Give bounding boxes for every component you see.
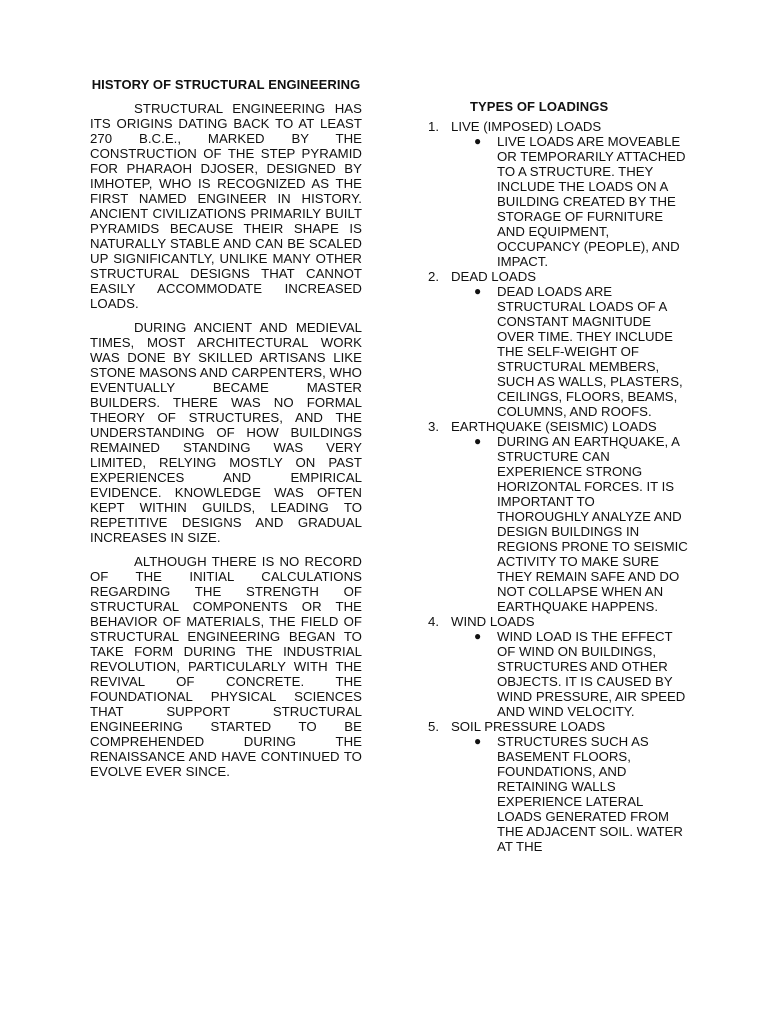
load-item-soil-pressure: [428, 719, 688, 854]
bullet-icon: ●: [474, 629, 482, 643]
load-name: WIND LOADS: [451, 614, 535, 629]
load-description: STRUCTURES SUCH AS BASEMENT FLOORS, FOUNDATIONS, AND RETAINING WALLS EXPERIENCE LATERAL LOADS GENERATED FROM THE ADJACENT SOIL. WATER AT THE: [497, 734, 683, 854]
load-number: 3.: [428, 419, 439, 434]
load-bullet: [428, 434, 688, 614]
load-item-dead: [428, 269, 688, 419]
bullet-icon: ●: [474, 134, 482, 148]
load-number: 4.: [428, 614, 439, 629]
load-description: LIVE LOADS ARE MOVEABLE OR TEMPORARILY ATTACHED TO A STRUCTURE. THEY INCLUDE THE LOADS ON A BUILDING CREATED BY THE STORAGE OF FURNITURE AND EQUIPMENT, OCCUPANCY (PEOPLE), AND IMPACT.: [497, 134, 686, 269]
history-paragraph-2: DURING ANCIENT AND MEDIEVAL TIMES, MOST ARCHITECTURAL WORK WAS DONE BY SKILLED ARTISANS LIKE STONE MASONS AND CARPENTERS, WHO EVENTUALLY BECAME MASTER BUILDERS. THERE WAS NO FORMAL THEORY OF STRUCTURES, AND THE UNDERSTANDING OF HOW BUILDINGS REMAINED STANDING WAS VERY LIMITED, RELYING MOSTLY ON PAST EXPERIENCES AND EMPIRICAL EVIDENCE. KNOWLEDGE WAS OFTEN KEPT WITHIN GUILDS, LEADING TO REPETITIVE DESIGNS AND GRADUAL INCREASES IN SIZE.: [90, 320, 362, 545]
load-description: DEAD LOADS ARE STRUCTURAL LOADS OF A CONSTANT MAGNITUDE OVER TIME. THEY INCLUDE THE SELF-WEIGHT OF STRUCTURAL MEMBERS, SUCH AS WALLS, PLASTERS, CEILINGS, FLOORS, BEAMS, COLUMNS, AND ROOFS.: [497, 284, 683, 419]
load-description: DURING AN EARTHQUAKE, A STRUCTURE CAN EXPERIENCE STRONG HORIZONTAL FORCES. IT IS IMPORTANT TO THOROUGHLY ANALYZE AND DESIGN BUILDINGS IN REGIONS PRONE TO SEISMIC ACTIVITY TO MAKE SURE THEY REMAIN SAFE AND DO NOT COLLAPSE WHEN AN EARTHQUAKE HAPPENS.: [497, 434, 688, 614]
load-number: 2.: [428, 269, 439, 284]
load-name: LIVE (IMPOSED) LOADS: [451, 119, 602, 134]
load-item-live: [428, 119, 688, 269]
history-paragraph-3: ALTHOUGH THERE IS NO RECORD OF THE INITIAL CALCULATIONS REGARDING THE STRENGTH OF STRUCTURAL COMPONENTS OR THE BEHAVIOR OF MATERIALS, THE FIELD OF STRUCTURAL ENGINEERING BEGAN TO TAKE FORM DURING THE INDUSTRIAL REVOLUTION, PARTICULARLY WITH THE REVIVAL OF CONCRETE. THE FOUNDATIONAL PHYSICAL SCIENCES THAT SUPPORT STRUCTURAL ENGINEERING STARTED TO BE COMPREHENDED DURING THE RENAISSANCE AND HAVE CONTINUED TO EVOLVE EVER SINCE.: [90, 554, 362, 779]
history-paragraph-1: STRUCTURAL ENGINEERING HAS ITS ORIGINS DATING BACK TO AT LEAST 270 B.C.E., MARKED BY THE CONSTRUCTION OF THE STEP PYRAMID FOR PHARAOH DJOSER, DESIGNED BY IMHOTEP, WHO IS RECOGNIZED AS THE FIRST NAMED ENGINEER IN HISTORY. ANCIENT CIVILIZATIONS PRIMARILY BUILT PYRAMIDS BECAUSE THEIR SHAPE IS NATURALLY STABLE AND CAN BE SCALED UP SIGNIFICANTLY, UNLIKE MANY OTHER STRUCTURAL DESIGNS THAT CANNOT EASILY ACCOMMODATE INCREASED LOADS.: [90, 101, 362, 311]
history-title: HISTORY OF STRUCTURAL ENGINEERING: [91, 77, 361, 92]
load-number: 5.: [428, 719, 439, 734]
load-name: EARTHQUAKE (SEISMIC) LOADS: [451, 419, 657, 434]
loadings-column: [428, 100, 688, 854]
loadings-title: TYPES OF LOADINGS: [470, 99, 609, 114]
load-description: WIND LOAD IS THE EFFECT OF WIND ON BUILDINGS, STRUCTURES AND OTHER OBJECTS. IT IS CAUSED BY WIND PRESSURE, AIR SPEED AND WIND VELOCITY.: [497, 629, 686, 719]
bullet-icon: ●: [474, 284, 482, 298]
load-name: DEAD LOADS: [451, 269, 537, 284]
load-name: SOIL PRESSURE LOADS: [451, 719, 606, 734]
bullet-icon: ●: [474, 734, 482, 748]
load-bullet: [428, 734, 688, 854]
load-bullet: [428, 629, 688, 719]
bullet-icon: ●: [474, 434, 482, 448]
load-item-wind: [428, 614, 688, 719]
load-bullet: [428, 134, 688, 269]
history-column: [90, 78, 362, 788]
load-item-earthquake: [428, 419, 688, 614]
load-bullet: [428, 284, 688, 419]
load-number: 1.: [428, 119, 439, 134]
